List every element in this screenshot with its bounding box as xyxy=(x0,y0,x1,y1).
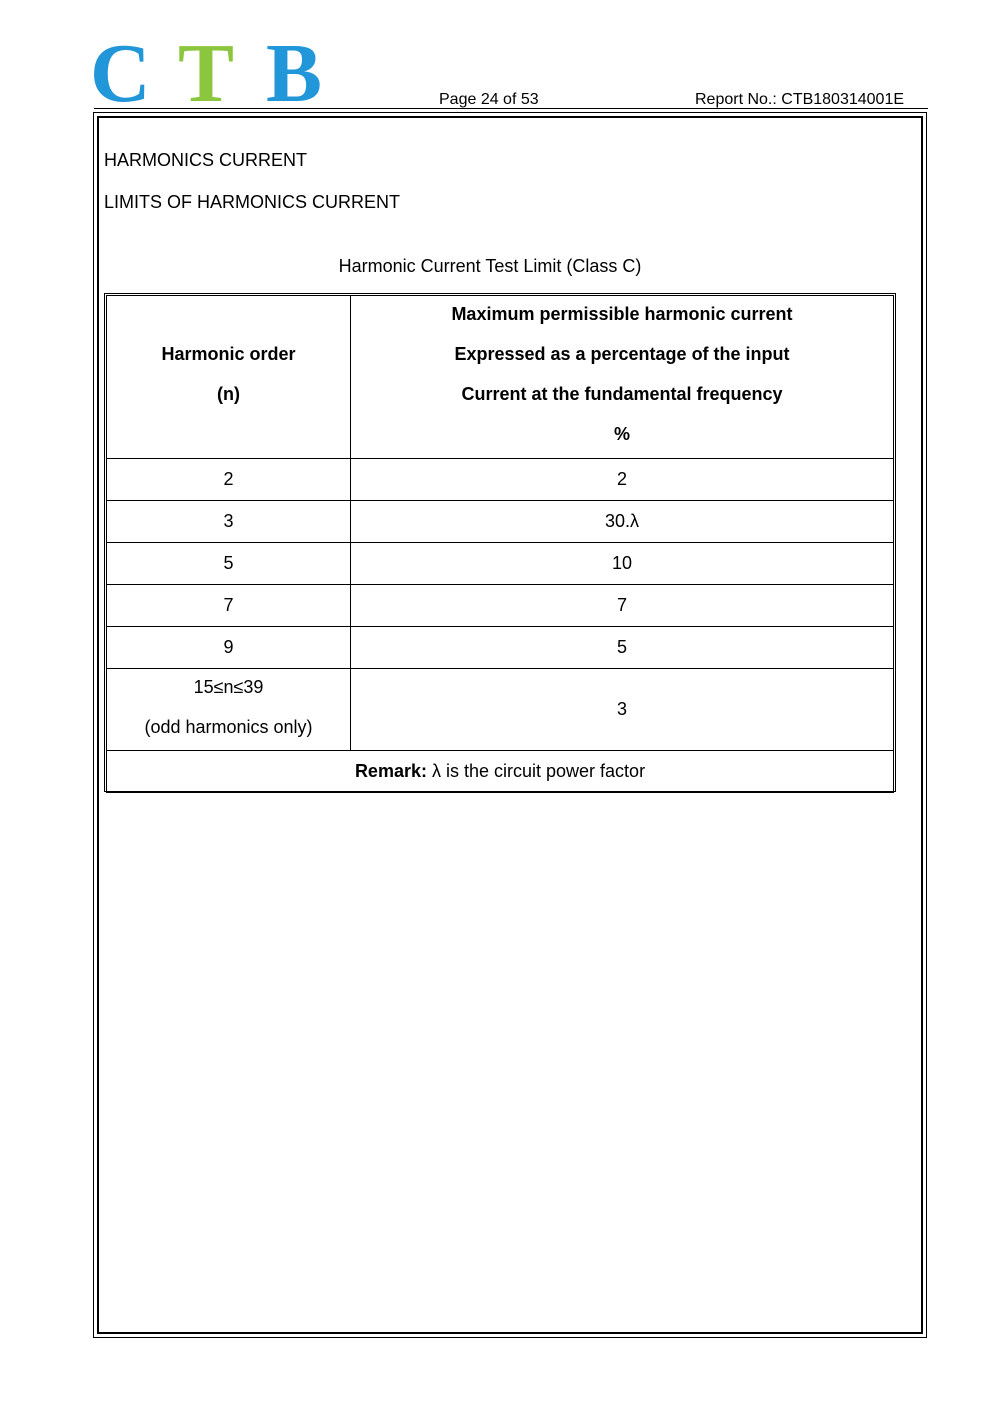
subsection-heading: LIMITS OF HARMONICS CURRENT xyxy=(104,192,401,212)
limit-cell: 3 xyxy=(351,669,894,751)
limit-cell: 2 xyxy=(351,459,894,501)
header-text: Harmonic order xyxy=(161,344,296,364)
table-row xyxy=(107,627,894,669)
logo-letter-c: C xyxy=(90,27,151,120)
order-range-text: 15≤n≤39 xyxy=(193,676,264,697)
limit-cell: 7 xyxy=(351,585,894,627)
header-text: % xyxy=(613,424,630,444)
header-rule xyxy=(94,108,928,109)
header-text: Maximum permissible harmonic current xyxy=(451,304,793,324)
remark-row xyxy=(107,751,894,793)
page-number: Page 24 of 53 xyxy=(439,91,539,108)
table-header-row xyxy=(107,296,894,459)
table-row xyxy=(107,501,894,543)
header-text: Current at the fundamental frequency xyxy=(461,384,783,404)
table-caption: Harmonic Current Test Limit (Class C) xyxy=(338,256,642,276)
remark-text: λ is the circuit power factor xyxy=(426,761,646,781)
harmonic-order-cell: 3 xyxy=(107,501,351,543)
harmonic-limits-table xyxy=(106,295,894,793)
logo-letter-t: T xyxy=(178,27,235,120)
order-range-note: (odd harmonics only) xyxy=(144,716,313,737)
remark-cell xyxy=(107,751,894,793)
harmonic-order-cell: 5 xyxy=(107,543,351,585)
table-row xyxy=(107,543,894,585)
report-number: Report No.: CTB180314001E xyxy=(695,91,905,108)
limit-cell: 10 xyxy=(351,543,894,585)
remark-label: Remark: xyxy=(354,761,427,781)
ctb-logo xyxy=(88,27,346,120)
harmonic-order-cell: 7 xyxy=(107,585,351,627)
harmonic-order-range-cell xyxy=(107,669,351,751)
harmonic-order-cell: 2 xyxy=(107,459,351,501)
limit-cell: 30.λ xyxy=(351,501,894,543)
header-text: Expressed as a percentage of the input xyxy=(454,344,790,364)
logo-letter-b: B xyxy=(266,27,323,120)
table-row xyxy=(107,669,894,751)
table-row xyxy=(107,459,894,501)
harmonic-order-cell: 9 xyxy=(107,627,351,669)
section-heading: HARMONICS CURRENT xyxy=(104,150,308,170)
header-max-current xyxy=(351,296,894,459)
header-harmonic-order xyxy=(107,296,351,459)
limit-cell: 5 xyxy=(351,627,894,669)
table-row xyxy=(107,585,894,627)
header-text: (n) xyxy=(217,384,240,404)
